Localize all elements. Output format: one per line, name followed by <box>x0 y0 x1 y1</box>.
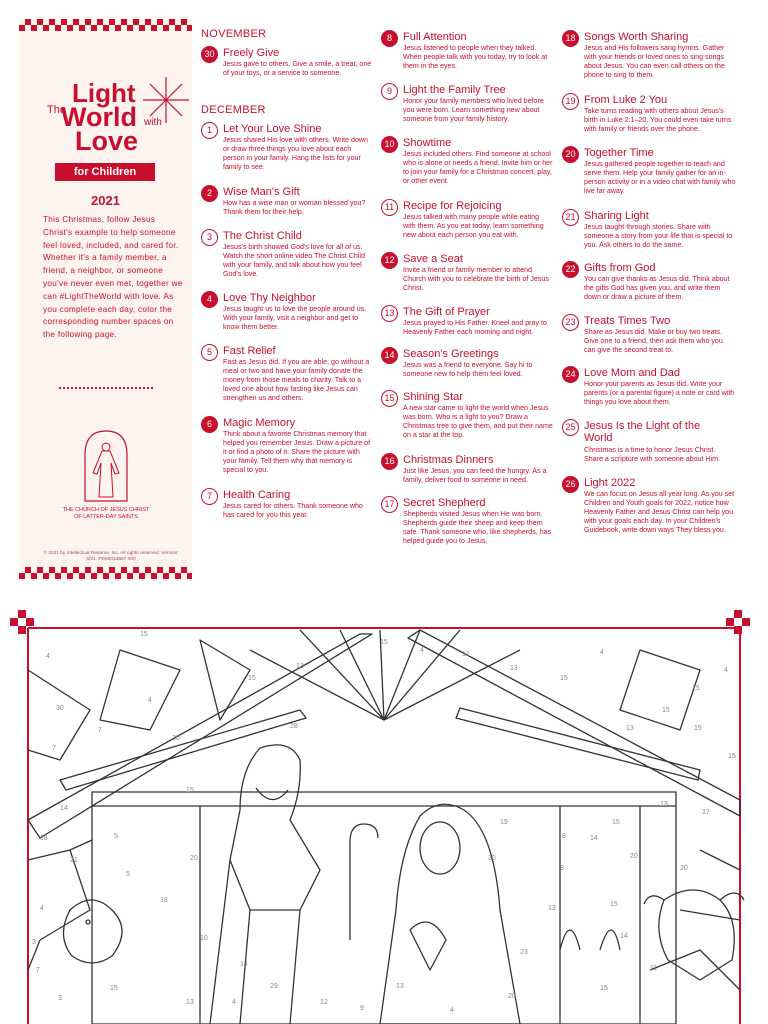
region-number-label: 15 <box>728 753 736 760</box>
activity-description: Jesus gathered people together to teach and serve them. Help your family gather for an in-person activity or in a video chat with family who live far away. <box>584 160 736 195</box>
region-number-label: 13 <box>396 983 404 990</box>
activity-title: The Gift of Prayer <box>403 306 490 318</box>
region-number-label: 15 <box>248 675 256 682</box>
region-number-label: 15 <box>380 639 388 646</box>
region-number-label: 13 <box>626 725 634 732</box>
day-number-badge: 14 <box>381 347 398 364</box>
region-number-label: 14 <box>590 835 598 842</box>
day-number-badge: 15 <box>381 390 398 407</box>
region-number-label: 7 <box>52 745 56 752</box>
activity-description: Honor your parents as Jesus did. Write your parents (or a parental figure) a note or card with things you love about them. <box>584 380 735 406</box>
region-number-label: 29 <box>270 983 278 990</box>
region-number-label: 3 <box>32 939 36 946</box>
activity-description: You can give thanks as Jesus did. Think about the gifts God has given you, and write them down or draw a picture of them. <box>584 275 730 301</box>
title-panel <box>19 19 192 579</box>
region-number-label: 23 <box>520 949 528 956</box>
activity-title: Health Caring <box>223 489 291 501</box>
activity-description: Jesus taught through stories. Share with someone a story from your life that is special to you. Ask others to do the same. <box>584 223 733 249</box>
activity-description: A new star came to light the world when Jesus was born. Who is a light to you? Draw a Christmas tree to give them, and put their name on a star at the top. <box>403 404 553 439</box>
activity-title: Showtime <box>403 137 452 149</box>
church-name: THE CHURCH OF JESUS CHRIST OF LATTER-DAY SAINTS <box>62 507 150 520</box>
activity-title: Love Thy Neighbor <box>223 292 316 304</box>
day-number-badge: 22 <box>562 261 579 278</box>
region-number-label: 4 <box>450 1007 454 1014</box>
region-number-label: 15 <box>186 787 194 794</box>
region-number-label: 18 <box>40 835 48 842</box>
checker-border-bottom <box>19 567 192 579</box>
day-number-badge: 13 <box>381 305 398 322</box>
activity-title: Light the Family Tree <box>403 84 506 96</box>
activity-description: Jesus talked with many people while eating with them. As you eat today, learn something new about each person you eat with. <box>403 213 544 239</box>
year-heading: 2021 <box>91 193 120 208</box>
region-number-label: 30 <box>488 855 496 862</box>
nativity-line-art <box>0 610 768 1024</box>
activity-description: Shepherds visited Jesus when He was born. Shepherds guide their sheep and keep them safe. Thank someone who, like shepherds, has helped guide you to Jesus. <box>403 510 552 545</box>
day-number-badge: 5 <box>201 344 218 361</box>
activity-description: Jesus shared His love with others. Write down or draw three things you love about each person in your family. Hang the lists for your family to see. <box>223 136 368 171</box>
activity-title: Christmas Dinners <box>403 454 494 466</box>
region-number-label: 12 <box>462 651 470 658</box>
region-number-label: 19 <box>500 819 508 826</box>
activity-title: Let Your Love Shine <box>223 123 322 135</box>
day-number-badge: 7 <box>201 488 218 505</box>
activity-title: Save a Seat <box>403 253 463 265</box>
checker-border-top <box>19 19 192 31</box>
region-number-label: 9 <box>360 1005 364 1012</box>
day-number-badge: 4 <box>201 291 218 308</box>
activity-description: Honor your family members who lived before you were born. Learn something new about someone from your family history. <box>403 97 544 123</box>
activity-title: Recipe for Rejoicing <box>403 200 502 212</box>
activity-title: The Christ Child <box>223 230 302 242</box>
activity-description: Fast as Jesus did. If you are able, go without a meal or two and have your family donate the money from those meals to charity. Talk to a loved one about how fasting like Jesus can strengthen us and others. <box>223 358 370 402</box>
day-number-badge: 30 <box>201 46 218 63</box>
region-number-label: 20 <box>630 853 638 860</box>
region-number-label: 15 <box>692 685 700 692</box>
region-number-label: 14 <box>620 933 628 940</box>
region-number-label: 11 <box>650 965 658 972</box>
activity-title: Sharing Light <box>584 210 649 222</box>
region-number-label: 8 <box>560 865 564 872</box>
logo-word-world: World <box>61 102 137 132</box>
day-number-badge: 10 <box>381 136 398 153</box>
activity-description: Jesus listened to people when they talked. When people talk with you today, try to look at them in the eyes. <box>403 44 548 70</box>
region-number-label: 14 <box>240 961 248 968</box>
activity-title: Light 2022 <box>584 477 636 489</box>
day-number-badge: 9 <box>381 83 398 100</box>
region-number-label: 12 <box>320 999 328 1006</box>
activity-description: Jesus taught us to love the people around us. With your family, visit a neighbor and get to know them better. <box>223 305 367 331</box>
region-number-label: 15 <box>110 985 118 992</box>
activity-title: Shining Star <box>403 391 463 403</box>
activity-title: Treats Times Two <box>584 315 671 327</box>
region-number-label: 21 <box>70 857 78 864</box>
logo-word-the: The <box>47 104 66 116</box>
activity-title: Songs Worth Sharing <box>584 31 689 43</box>
region-number-label: 3 <box>58 995 62 1002</box>
region-number-label: 13 <box>296 663 304 670</box>
region-number-label: 20 <box>508 993 516 1000</box>
intro-text: This Christmas, follow Jesus Christ's example to help someone feel loved, included, and cared for. Whether it's a family member, a friend, a neighbor, or someone you've never even met, together we can #LightTheWorld with love. As you complete each day, color the corresponding number spaces on the following page. <box>43 215 183 340</box>
activity-title: Season's Greetings <box>403 348 499 360</box>
region-number-label: 8 <box>562 833 566 840</box>
region-number-label: 30 <box>56 705 64 712</box>
day-number-badge: 25 <box>562 419 579 436</box>
day-number-badge: 23 <box>562 314 579 331</box>
activity-title: Magic Memory <box>223 417 296 429</box>
activity-description: Take turns reading with others about Jesus's birth in Luke 2:1–20. You could even take turns with family or friends over the phone. <box>584 107 732 133</box>
region-number-label: 28 <box>290 723 298 730</box>
day-number-badge: 18 <box>562 30 579 47</box>
region-number-label: 4 <box>148 697 152 704</box>
region-number-label: 10 <box>200 935 208 942</box>
day-number-badge: 6 <box>201 416 218 433</box>
activity-description: Think about a favorite Christmas memory that helped you remember Jesus. Draw a picture of it or find a photo of it. Share the picture with your family. Tell them why that memory is special to you. <box>223 430 371 474</box>
region-number-label: 17 <box>702 809 710 816</box>
region-number-label: 30 <box>172 735 180 742</box>
region-number-label: 20 <box>680 865 688 872</box>
region-number-label: 5 <box>126 871 130 878</box>
activity-description: Christmas is a time to honor Jesus Christ. Share a scripture with someone about Him. <box>584 446 721 463</box>
day-number-badge: 11 <box>381 199 398 216</box>
activity-description: Share as Jesus did. Make or buy two treats. Give one to a friend, then ask them who you can give the second treat to. <box>584 328 723 354</box>
star-burst-icon <box>141 75 191 125</box>
christus-statue-icon <box>81 427 131 505</box>
activity-description: Jesus's birth showed God's love for all of us. Watch the short online video The Christ Child with your family, and talk about how you feel God's love. <box>223 243 365 278</box>
activity-title: Love Mom and Dad <box>584 367 680 379</box>
activity-description: Jesus was a friend to everyone. Say hi to someone new to help them feel loved. <box>403 361 533 378</box>
region-number-label: 15 <box>610 901 618 908</box>
logo-word-light: Light <box>72 78 136 108</box>
day-number-badge: 2 <box>201 185 218 202</box>
region-number-label: 4 <box>600 649 604 656</box>
activity-title: Secret Shepherd <box>403 497 486 509</box>
activity-description: Jesus prayed to His Father. Kneel and pray to Heavenly Father each morning and night. <box>403 319 547 336</box>
logo-word-love: Love <box>75 126 139 156</box>
region-number-label: 18 <box>160 897 168 904</box>
day-number-badge: 12 <box>381 252 398 269</box>
region-number-label: 4 <box>40 905 44 912</box>
activity-title: Full Attention <box>403 31 467 43</box>
activity-description: We can focus on Jesus all year long. As you set Children and Youth goals for 2022, notice how Heavenly Father and Jesus Christ can help you with your goals each day. In your Children's Guidebook, write down ways They bless you. <box>584 490 735 534</box>
region-number-label: 15 <box>560 675 568 682</box>
day-number-badge: 26 <box>562 476 579 493</box>
nativity-coloring-page <box>0 610 768 1024</box>
region-number-label: 4 <box>724 667 728 674</box>
activity-description: Invite a friend or family member to attend Church with you to celebrate the birth of Jesus Christ. <box>403 266 549 292</box>
activity-title: Jesus Is the Light of the World <box>584 420 701 444</box>
logo-word-with: with <box>144 117 162 128</box>
region-number-label: 7 <box>36 967 40 974</box>
day-number-badge: 3 <box>201 229 218 246</box>
activity-title: Together Time <box>584 147 654 159</box>
activity-description: How has a wise man or woman blessed you? Thank them for their help. <box>223 199 366 216</box>
region-number-label: 13 <box>548 905 556 912</box>
day-number-badge: 16 <box>381 453 398 470</box>
region-number-label: 13 <box>660 801 668 808</box>
region-number-label: 15 <box>140 631 148 638</box>
region-number-label: 15 <box>662 707 670 714</box>
activity-title: From Luke 2 You <box>584 94 668 106</box>
region-number-label: 15 <box>600 985 608 992</box>
region-number-label: 5 <box>114 833 118 840</box>
region-number-label: 4 <box>420 647 424 654</box>
day-number-badge: 21 <box>562 209 579 226</box>
region-number-label: 15 <box>694 725 702 732</box>
day-number-badge: 24 <box>562 366 579 383</box>
audience-badge: for Children <box>55 163 155 181</box>
activity-description: Jesus included others. Find someone at school who is alone or needs a friend. Invite him or her to join your family for a Christmas concert, play, or other event. <box>403 150 553 185</box>
activity-description: Jesus and His followers sang hymns. Gather with your friends or loved ones to sing songs about Jesus. You can even call others on the phone to sing to them. <box>584 44 725 79</box>
region-number-label: 14 <box>60 805 68 812</box>
region-number-label: 4 <box>232 999 236 1006</box>
month-heading-november: NOVEMBER <box>201 28 267 40</box>
region-number-label: 15 <box>612 819 620 826</box>
activity-title: Gifts from God <box>584 262 656 274</box>
activity-title: Freely Give <box>223 47 280 59</box>
region-number-label: 4 <box>46 653 50 660</box>
day-number-badge: 1 <box>201 122 218 139</box>
copyright-notice: © 2021 by Intellectual Reserve, Inc. All rights reserved. Version: 6/21. PD60013687 000 <box>43 551 179 562</box>
light-the-world-logo <box>29 75 189 157</box>
region-number-label: 13 <box>186 999 194 1006</box>
region-number-label: 20 <box>190 855 198 862</box>
day-number-badge: 19 <box>562 93 579 110</box>
region-number-label: 7 <box>98 727 102 734</box>
activity-title: Wise Man's Gift <box>223 186 300 198</box>
day-number-badge: 8 <box>381 30 398 47</box>
activity-description: Jesus cared for others. Thank someone who has cared for you this year. <box>223 502 363 519</box>
region-number-label: 13 <box>510 665 518 672</box>
activity-description: Just like Jesus, you can feed the hungry. As a family, deliver food to someone in need. <box>403 467 547 484</box>
activity-description: Jesus gave to others. Give a smile, a treat, one of your toys, or a service to someone. <box>223 60 372 77</box>
day-number-badge: 20 <box>562 146 579 163</box>
day-number-badge: 17 <box>381 496 398 513</box>
activity-title: Fast Relief <box>223 345 276 357</box>
month-heading-december: DECEMBER <box>201 104 266 116</box>
dotted-divider <box>59 387 153 389</box>
